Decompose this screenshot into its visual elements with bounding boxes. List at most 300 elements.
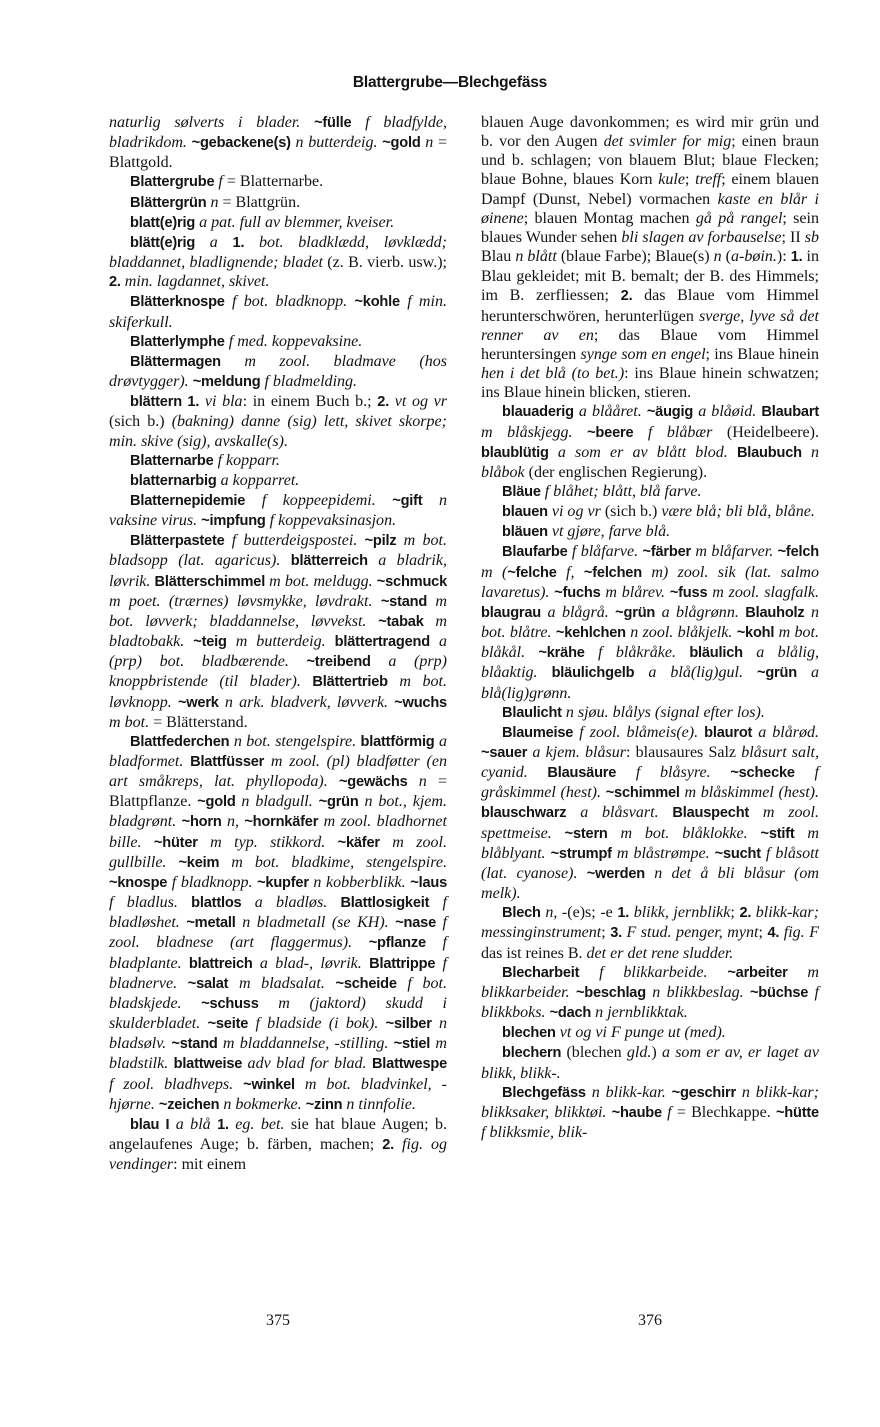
headword: blaurot (704, 724, 753, 741)
headword: ~krähe (538, 645, 585, 662)
translation-text: f bladmelding. (260, 373, 358, 391)
translation-text: a bladformet. (109, 732, 447, 770)
translation-text: sverge, lyve så det renner av en (481, 307, 819, 344)
translation-text: m butterdeig. (226, 633, 335, 651)
translation-text: n kobberblikk. (308, 873, 411, 891)
translation-text: m bladstilk. (109, 1035, 447, 1073)
translation-text: a kjem. blåsur (527, 744, 627, 761)
headword: ~scheide (335, 975, 397, 992)
dictionary-entry (481, 113, 819, 402)
translation-text: m bot. bladvinkel, -hjørne. (109, 1075, 448, 1113)
translation-text: m blikkarbeider. (481, 963, 819, 1001)
page-number-left: 375 (266, 1312, 290, 1329)
headword: 1. (232, 234, 245, 251)
translation-text: n sjøu. blålys (signal efter los). (561, 703, 765, 721)
translation-text: a (prp) bot. bladbærende. (109, 633, 447, 671)
translation-text: n tinnfolie. (342, 1095, 416, 1113)
entry-text: ; (601, 924, 611, 942)
dictionary-entry (109, 233, 447, 292)
entry-text: ): (776, 248, 791, 266)
headword: blauschwarz (481, 805, 567, 822)
headword: ~grün (757, 665, 797, 682)
translation-text: n (407, 773, 438, 791)
translation-text: n bot. blåtre. (481, 603, 819, 642)
entry-text: das Blaue vom Himmel herunterschwören, herunterlügen (481, 287, 819, 325)
translation-text: a blågrå. (541, 603, 616, 621)
translation-text: n blikk-kar; blikksaker, blikktøi. (481, 1083, 819, 1121)
headword: Blatternepidemie (130, 492, 246, 509)
entry-text: , -(e)s; -e (553, 904, 618, 922)
entry-text: = Blattgrün. (222, 193, 301, 211)
translation-text: f bot. bladskjede. (109, 974, 447, 1012)
dictionary-entry (481, 963, 819, 1023)
translation-text: n bladgull. (235, 793, 319, 811)
headword: blättern 1. (130, 394, 200, 411)
dictionary-entry (109, 451, 447, 471)
dictionary-entry (109, 292, 447, 331)
translation-text: det er det rene sludder. (586, 944, 734, 962)
headword: ~teig (193, 634, 227, 651)
translation-text: f kopparr. (213, 451, 280, 469)
headword: ~pflanze (368, 935, 426, 952)
headword: ~salat (187, 975, 229, 992)
translation-text: n bladsølv. (109, 1015, 448, 1053)
headword: ~hüter (153, 834, 198, 851)
headword: blauaderig (502, 404, 574, 421)
translation-text: vi bla (199, 393, 243, 411)
translation-text: a blå(lig)grønn. (481, 664, 819, 702)
headword: Blättermagen (130, 353, 221, 370)
running-head: Blattergrube—Blechgefäss (352, 74, 548, 91)
translation-text: f bladknopp. (167, 873, 258, 891)
translation-text: vt og vi F punge ut (med). (555, 1024, 726, 1042)
headword: ~geschirr (671, 1084, 736, 1101)
translation-text: m bot. løvverk; bladdannelse, løvvekst. (109, 592, 447, 630)
translation-text: f gråskimmel (hest). (481, 764, 819, 802)
headword: ~laus (410, 874, 447, 891)
headword: ~wuchs (394, 694, 447, 711)
entry-text: (sich b.) (604, 503, 662, 521)
headword: ~grün (615, 604, 656, 621)
headword: blatt(e)rig (130, 214, 196, 231)
headword: Blech (502, 905, 541, 922)
headword: ~zinn (305, 1096, 343, 1113)
dictionary-entry (481, 502, 819, 522)
translation-text: m blåstrømpe. (611, 844, 715, 862)
translation-text: m bot. blåkål. (481, 624, 819, 662)
translation-text: bli slagen av forbauselse (621, 228, 782, 246)
translation-text: a blå(lig)gul. (634, 664, 757, 682)
headword: 2. (739, 905, 752, 922)
translation-text: f (661, 1103, 677, 1121)
entry-text: : mit einem (173, 1156, 247, 1174)
translation-text: blikk-kar; messinginstrument (481, 904, 819, 942)
translation-text: a blålig, blåaktig. (481, 644, 819, 682)
entry-text: das ist reines B. (481, 944, 587, 962)
translation-text: m bladsalat. (228, 974, 336, 992)
headword: ~felchen (583, 564, 642, 581)
translation-text: a blåøid. (693, 403, 762, 421)
entry-text: ( (721, 248, 731, 266)
headword: Blatterlymphe (130, 333, 225, 350)
translation-text: f blåsyre. (616, 764, 731, 782)
translation-text: være blå; bli blå, blåne. (661, 503, 815, 521)
headword: Blaulicht (502, 704, 562, 721)
entry-text: : in einem Buch b.; (242, 393, 378, 411)
page-number-right: 376 (638, 1312, 662, 1329)
translation-text: f bot. bladknopp. (224, 293, 355, 311)
translation-text: f min. skiferkull. (109, 293, 447, 331)
entry-text: (der englischen Regierung). (528, 463, 708, 481)
headword: ~büchse (749, 984, 809, 1001)
headword: ~arbeiter (727, 964, 788, 981)
translation-text: a blåsvart. (566, 804, 673, 822)
translation-text: f blikkboks. (481, 983, 819, 1022)
headword: ~schimmel (605, 785, 680, 802)
translation-text: n bot. stengelspire. (229, 732, 361, 750)
entry-text: ; (730, 904, 740, 922)
headword: Bläue (502, 483, 541, 500)
right-column (481, 113, 819, 1142)
translation-text: m bot. blåklokke. (607, 824, 761, 842)
translation-text: m bot. bladsopp (lat. agaricus). (109, 532, 447, 570)
headword: ~schuss (201, 995, 259, 1012)
headword: ~stiel (393, 1036, 431, 1053)
headword: blätt(e)rig (130, 234, 196, 251)
headword: Blattlosigkeit (340, 895, 430, 912)
translation-text: gå på rangel (695, 209, 783, 227)
entry-text: ; (684, 171, 696, 189)
translation-text: n bokmerke. (219, 1095, 306, 1113)
headword: blauen (502, 504, 548, 521)
headword: blattförmig (360, 733, 435, 750)
translation-text: fig. F (779, 924, 819, 942)
translation-text: m blårev. (600, 583, 670, 601)
translation-text: f blåbær (633, 423, 727, 441)
entry-text: ; blauen Montag machen (523, 209, 696, 227)
headword: ~kehlchen (555, 625, 626, 642)
dictionary-entry (109, 213, 447, 233)
translation-text: a pat. full av blemmer, kveiser. (195, 213, 395, 231)
entry-text: ; einen braun und b. schlagen; von blauem Blut; blaue Flecken; blaue Bohne, blaues Korn (481, 133, 820, 189)
headword: ~gold (382, 135, 421, 152)
headword: ~grün (318, 794, 359, 811)
headword: ~käfer (337, 834, 380, 851)
headword: ~zeichen (158, 1096, 220, 1113)
translation-text: f blåfarve. (567, 543, 643, 561)
headword: ~werk (177, 694, 219, 711)
translation-text: m bot. meldugg. (265, 572, 377, 590)
translation-text: m poet. (trærnes) løvsmykke, løvdrakt. (109, 592, 381, 610)
headword: bläulichgelb (551, 665, 635, 682)
translation-text: hen i det blå (to bet.) (481, 365, 625, 383)
translation-text: f blåsott (lat. cyanose). (481, 844, 820, 882)
translation-text: bot. bladklædd, løvklædd; bladdannet, bladlignende; bladet (109, 233, 447, 272)
translation-text: F stud. penger, mynt (621, 924, 759, 942)
translation-text: m (jaktord) skudd i skulderbladet. (109, 994, 447, 1033)
headword: Blatternarbe (130, 452, 214, 469)
entry-text: ; ins Blaue hinein (705, 345, 819, 363)
translation-text: m bot. bladkime, stengelspire. (219, 853, 447, 871)
entry-text: = Blechkappe. (676, 1103, 776, 1121)
headword: ~schmuck (376, 573, 447, 590)
translation-text: n jernblikktak. (591, 1004, 688, 1022)
headword: ~keim (178, 854, 220, 871)
headword: Blättertrieb (312, 674, 388, 691)
headword: bläuen (502, 524, 548, 541)
headword: 2. (109, 274, 121, 291)
translation-text: treff (695, 171, 722, 189)
translation-text: m typ. stikkord. (197, 833, 338, 851)
translation-text: f, (556, 563, 584, 581)
headword: ~seite (207, 1016, 249, 1033)
headword: ~felche (507, 564, 557, 581)
headword: ~kupfer (257, 874, 309, 891)
headword: Blausäure (547, 765, 617, 782)
translation-text: a bladløs. (241, 894, 341, 912)
translation-text: m zool. spettmeise. (481, 804, 819, 842)
headword: blechen (502, 1025, 556, 1042)
headword: Blättergrün (130, 194, 207, 211)
dictionary-entry (481, 482, 819, 502)
translation-text: f blåhet; blått, blå farve. (540, 482, 702, 500)
translation-text: n zool. blåkjelk. (625, 624, 737, 642)
headword: ~fülle (314, 115, 352, 131)
translation-text: sb (804, 228, 819, 246)
translation-text: m blåblyant. (481, 824, 819, 862)
translation-text: kule (658, 171, 685, 189)
translation-text: m blåfarver. (691, 543, 778, 561)
headword: ~sauer (481, 745, 528, 761)
entry-text: Blau (481, 248, 516, 266)
headword: ~winkel (243, 1076, 295, 1093)
translation-text: n vaksine virus. (109, 491, 447, 530)
translation-text: f bladlus. (109, 894, 192, 912)
translation-text: f zool. bladhveps. (109, 1075, 244, 1093)
headword: blattlos (191, 895, 242, 912)
headword: ~haube (611, 1104, 662, 1121)
entry-text: (sich b.) (109, 413, 172, 431)
headword: Blattergrube (130, 174, 215, 191)
headword: Blauholz (745, 604, 805, 621)
translation-text: m zool. (pl) bladføtter (en art småkreps, lat. phyllopoda). (109, 753, 447, 791)
headword: Blaubart (761, 404, 819, 421)
headword: blätterreich (290, 553, 368, 570)
translation-text: n bot., kjem. bladgrønt. (109, 793, 448, 831)
translation-text: a-bøin. (730, 248, 777, 266)
translation-text: f blikksmie, blik- (481, 1123, 588, 1141)
translation-text: m blåskimmel (hest). (679, 784, 819, 802)
translation-text: n (420, 134, 438, 152)
headword: ~gift (392, 492, 423, 509)
entry-text: ; einem blauen Dampf (Dunst, Nebel) vormachen (481, 171, 819, 208)
headword: Blechgefäss (502, 1084, 586, 1101)
headword: Blaufarbe (502, 544, 568, 561)
dictionary-entry (481, 522, 819, 542)
translation-text: blikk, jernblikk (629, 904, 731, 922)
entry-text: ; II (781, 228, 805, 246)
headword: ~schecke (730, 765, 795, 782)
translation-text: f zool. blåmeis(e). (573, 723, 705, 741)
entry-text: = Blätterstand. (153, 713, 248, 731)
headword: ~werden (586, 865, 645, 882)
translation-text: f med. koppevaksine. (224, 332, 363, 350)
headword: ~metall (186, 915, 236, 932)
translation-text: m ( (481, 563, 508, 581)
headword: 2. (620, 288, 633, 305)
entry-text: = Blattpflanze. (109, 773, 447, 811)
translation-text: a blågrønn. (655, 603, 746, 621)
translation-text: m bot. (109, 713, 154, 731)
dictionary-entry (109, 392, 447, 450)
headword: ~strumpf (550, 845, 612, 862)
headword: ~stand (171, 1036, 218, 1053)
entry-text: (z. B. vierb. usw.); (327, 254, 447, 272)
translation-text: a som er av blått blod. (548, 443, 737, 461)
headword: ~knospe (109, 874, 168, 891)
headword: Blauspecht (672, 805, 750, 822)
headword: ~sucht (714, 845, 761, 862)
headword: ~fuchs (554, 584, 601, 601)
headword: Blattfederchen (130, 733, 230, 750)
headword: ~nase (395, 915, 437, 932)
translation-text: m) zool. sik (lat. salmo lavaretus). (481, 563, 819, 601)
translation-text: n bladmetall (se KH). (235, 914, 396, 932)
translation-text: det svimler for mig (603, 133, 732, 151)
headword: ~pilz (364, 533, 397, 550)
translation-text: adv blad for blad. (242, 1055, 372, 1073)
translation-text: naturlig sølverts i blader. (109, 114, 315, 131)
translation-text: n blått (515, 248, 557, 266)
headword: ~kohle (354, 294, 400, 311)
translation-text: n blikk-kar. (585, 1083, 672, 1101)
dictionary-entry (481, 1023, 819, 1043)
headword: blaugrau (481, 604, 542, 621)
headword: ~fuss (669, 584, 708, 601)
translation-text: a blårød. (752, 723, 820, 741)
entry-text: (blaue Farbe); Blaue(s) (556, 248, 714, 266)
headword: ~horn (181, 814, 222, 831)
headword: ~gold (197, 794, 236, 811)
dictionary-entry (481, 1083, 819, 1142)
translation-text: m zool. bladhornet bille. (109, 813, 447, 851)
entry-text: = Blatternarbe. (226, 173, 324, 191)
headword: 3. (610, 925, 622, 942)
headword: Blätterschimmel (154, 573, 266, 590)
dictionary-entry (481, 723, 819, 903)
translation-text: f blikkarbeide. (579, 963, 728, 981)
headword: ~stand (380, 593, 428, 610)
translation-text: a blååret. (573, 403, 647, 421)
headword: 2. (377, 394, 390, 411)
headword: ~silber (385, 1016, 432, 1033)
translation-text: blåsurt salt, cyanid. (481, 744, 819, 782)
headword: ~meldung (192, 374, 261, 391)
dictionary-entry (109, 491, 447, 531)
headword: blau I (130, 1116, 170, 1133)
headword: ~felch (777, 544, 819, 561)
translation-text: a blå (169, 1115, 218, 1133)
dictionary-entry (109, 471, 447, 491)
headword: ~dach (549, 1005, 592, 1022)
headword: Blattrippe (369, 955, 436, 972)
translation-text: n blåbok (481, 443, 819, 481)
entry-text: : ins Blaue hinein schwatzen; ins Blaue hinein blicken, stieren. (481, 365, 819, 402)
translation-text: m zool. bladmave (hos drøvtygger). (109, 352, 447, 391)
translation-text: f bladnerve. (109, 954, 448, 992)
translation-text: f bladside (i bok). (248, 1015, 386, 1033)
translation-text: n det å bli blåsur (om melk). (481, 864, 820, 903)
translation-text: min. lagdannet, skivet. (120, 273, 270, 291)
entry-text: in Blau gekleidet; mit B. bemalt; der B. des Himmels; im B. zerfliessen; (481, 248, 819, 305)
dictionary-entry (481, 402, 819, 482)
translation-text: synge som en engel (580, 345, 706, 363)
translation-text: f butterdeigspostei. (224, 532, 365, 550)
translation-text: vt gjøre, farve blå. (547, 523, 671, 541)
translation-text: vi og vr (547, 503, 605, 521)
headword: Blattwespe (371, 1056, 447, 1073)
headword: ~färber (642, 544, 692, 561)
translation-text: f bladløshet. (109, 894, 447, 932)
headword: blaublütig (481, 444, 549, 461)
headword: blättertragend (334, 634, 430, 651)
translation-text: a bladrik, løvrik. (109, 552, 447, 590)
translation-text: eg. bet. (228, 1115, 291, 1133)
headword: ~kohl (736, 625, 775, 642)
translation-text: a kopparret. (216, 471, 300, 489)
left-column (109, 113, 447, 1174)
translation-text: a blad-, løvrik. (252, 954, 370, 972)
headword: Blecharbeit (502, 964, 580, 981)
headword: ~gebackene(s) (191, 135, 291, 152)
translation-text: n, (221, 813, 245, 831)
headword: 2. (382, 1136, 395, 1153)
dictionary-entry (109, 193, 447, 213)
entry-text: ) (651, 1044, 662, 1062)
translation-text: n blikkbeslag. (645, 983, 750, 1001)
headword: 1. (217, 1116, 229, 1133)
translation-text: a (prp) knoppbristende (til blader). (109, 653, 447, 691)
translation-text: n (713, 248, 722, 266)
entry-text: ; das Blaue vom Himmel heruntersingen (481, 326, 819, 363)
headword: ~äugig (646, 404, 694, 421)
headword: ~beschlag (575, 984, 646, 1001)
translation-text: f blåkråke. (584, 644, 690, 662)
entry-text: sie hat blaue Augen; b. angelaufenes Auge; b. färben, machen; (109, 1115, 447, 1153)
dictionary-entry (109, 352, 447, 392)
headword: 4. (767, 925, 780, 942)
dictionary-entry (109, 531, 447, 732)
translation-text: m bladtobakk. (109, 612, 447, 651)
headword: blattweise (173, 1056, 243, 1073)
headword: 1. (790, 249, 803, 266)
dictionary-entry (109, 113, 447, 172)
translation-text: f zool. bladnese (art flaggermus). (109, 914, 448, 952)
headword: ~impfung (201, 513, 266, 530)
headword: ~hornkäfer (244, 814, 319, 831)
entry-text: : blausaures Salz (626, 744, 742, 761)
translation-text: m bladdannelse, -stilling. (217, 1035, 394, 1053)
translation-text: (bakning) danne (sig) lett, skivet skorpe; min. skive (sig), avskalle(s). (109, 413, 448, 450)
headword: blatternarbig (130, 472, 217, 489)
headword: blechern (502, 1045, 562, 1062)
translation-text: fig. og vendinger (109, 1135, 447, 1174)
translation-text: gld. (626, 1044, 652, 1062)
dictionary-entry (109, 1115, 447, 1174)
translation-text: kaste en blår i øinene (481, 190, 820, 227)
dictionary-entry (481, 703, 819, 723)
headword: Blattfüsser (190, 754, 265, 770)
